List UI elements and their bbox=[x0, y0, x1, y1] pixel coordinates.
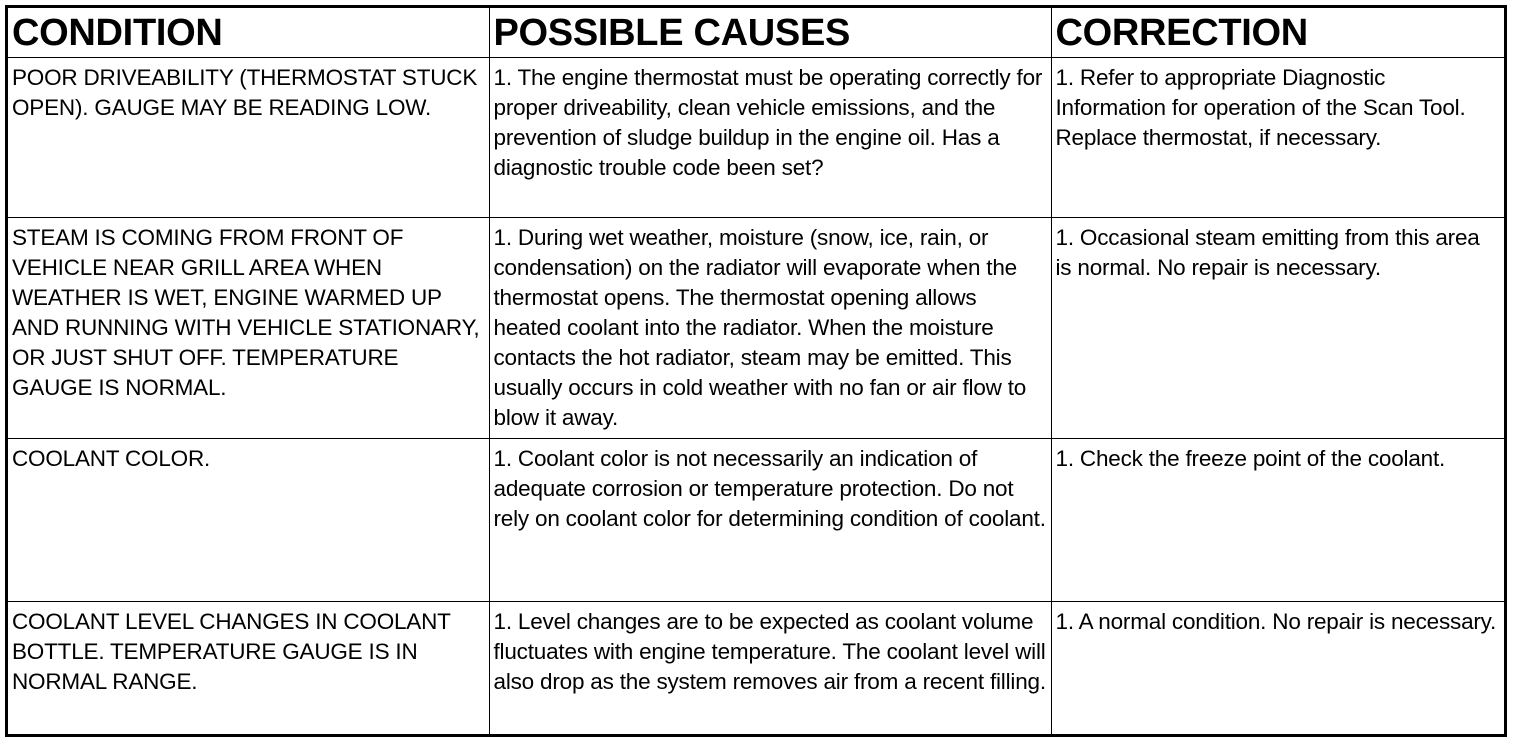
correction-cell: 1. A normal condition. No repair is necessary. bbox=[1051, 602, 1504, 734]
possible-causes-cell: 1. Coolant color is not necessarily an indication of adequate corrosion or temperature protection. Do not rely on coolant color for determining condition of coolant. bbox=[489, 439, 1051, 602]
condition-cell: STEAM IS COMING FROM FRONT OF VEHICLE NEAR GRILL AREA WHEN WEATHER IS WET, ENGINE WARMED UP AND RUNNING WITH VEHICLE STATIONARY, OR JUST SHUT OFF. TEMPERATURE GAUGE IS NORMAL. bbox=[8, 218, 489, 439]
table-row bbox=[8, 58, 1504, 218]
header-possible-causes: POSSIBLE CAUSES bbox=[489, 8, 1051, 58]
possible-causes-cell: 1. Level changes are to be expected as coolant volume fluctuates with engine temperature. The coolant level will also drop as the system removes air from a recent filling. bbox=[489, 602, 1051, 734]
table-row bbox=[8, 439, 1504, 602]
possible-causes-cell: 1. The engine thermostat must be operating correctly for proper driveability, clean vehicle emissions, and the prevention of sludge buildup in the engine oil. Has a diagnostic trouble code been set? bbox=[489, 58, 1051, 218]
header-condition: CONDITION bbox=[8, 8, 489, 58]
condition-cell: COOLANT LEVEL CHANGES IN COOLANT BOTTLE. TEMPERATURE GAUGE IS IN NORMAL RANGE. bbox=[8, 602, 489, 734]
correction-cell: 1. Refer to appropriate Diagnostic Information for operation of the Scan Tool. Replace thermostat, if necessary. bbox=[1051, 58, 1504, 218]
diagnosis-table bbox=[8, 8, 1504, 734]
condition-cell: POOR DRIVEABILITY (THERMOSTAT STUCK OPEN). GAUGE MAY BE READING LOW. bbox=[8, 58, 489, 218]
correction-cell: 1. Check the freeze point of the coolant. bbox=[1051, 439, 1504, 602]
table-row bbox=[8, 218, 1504, 439]
diagnosis-table-frame bbox=[5, 5, 1507, 737]
correction-cell: 1. Occasional steam emitting from this area is normal. No repair is necessary. bbox=[1051, 218, 1504, 439]
condition-cell: COOLANT COLOR. bbox=[8, 439, 489, 602]
header-row bbox=[8, 8, 1504, 58]
table-row bbox=[8, 602, 1504, 734]
possible-causes-cell: 1. During wet weather, moisture (snow, ice, rain, or condensation) on the radiator will evaporate when the thermostat opens. The thermostat opening allows heated coolant into the radiator. When the moisture contacts the hot radiator, steam may be emitted. This usually occurs in cold weather with no fan or air flow to blow it away. bbox=[489, 218, 1051, 439]
header-correction: CORRECTION bbox=[1051, 8, 1504, 58]
